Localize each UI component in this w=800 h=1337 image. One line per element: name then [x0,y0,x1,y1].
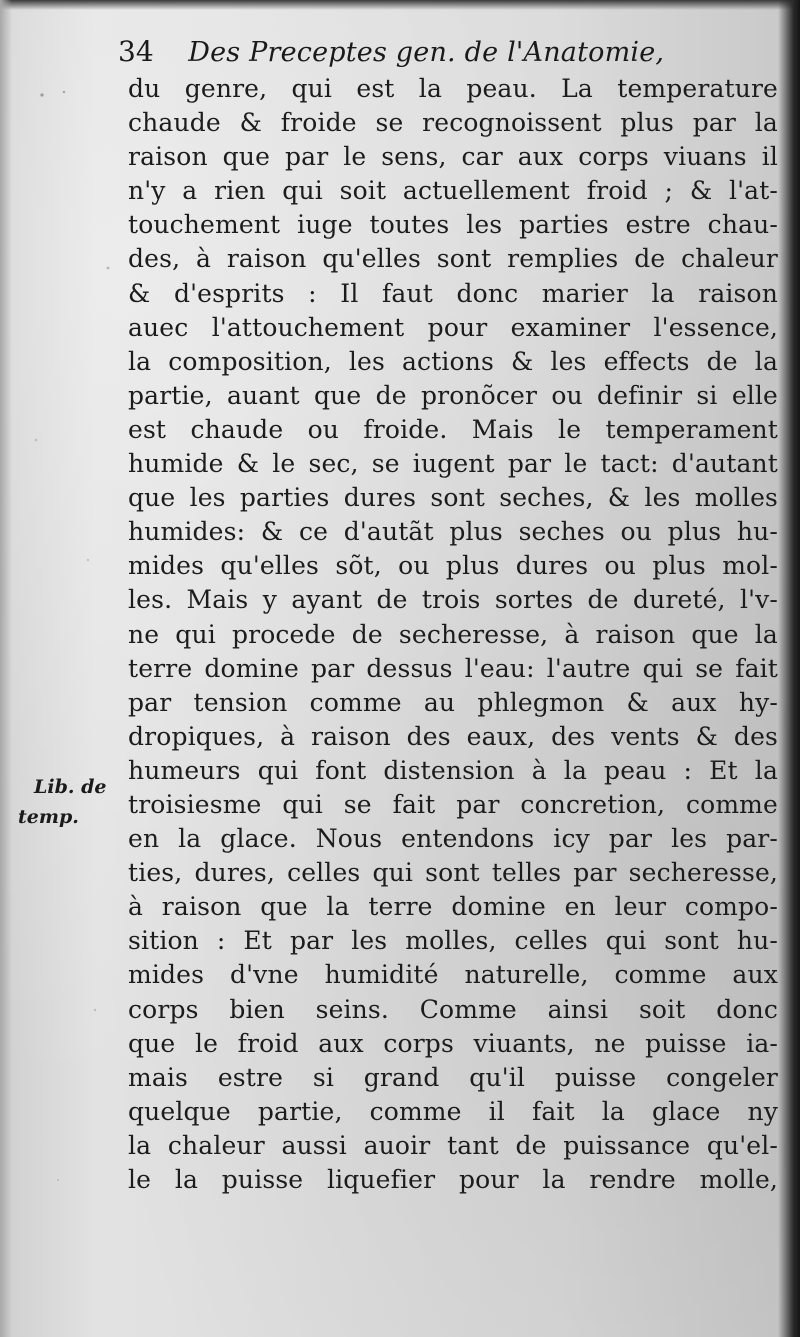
text-line: la composition, les actions & les effects de la [128,346,778,376]
page-number: 34 [118,35,154,68]
text-line: & d'esprits : Il faut donc marier la raison [128,278,778,308]
text-line: humeurs qui font distension à la peau : Et la [128,755,778,785]
text-line: dropiques, à raison des eaux, des vents & des [128,721,778,751]
text-line: que le froid aux corps viuants, ne puisse ia- [128,1028,778,1058]
text-line: touchement iuge toutes les parties estre chau- [128,210,778,240]
text-line: chaude & froide se recognoissent plus par la [128,108,778,138]
margin-note-line: temp. [18,806,79,828]
text-line: par tension comme au phlegmon & aux hy- [128,687,778,717]
text-line: la chaleur aussi auoir tant de puissance qu'el- [128,1130,778,1160]
page-header [118,30,768,74]
body-text [128,72,778,1197]
text-line: quelque partie, comme il fait la glace ny [128,1096,778,1126]
text-line: le la puisse liquefier pour la rendre molle, [128,1165,778,1194]
text-line: du genre, qui est la peau. La temperature [128,74,778,103]
text-line: est chaude ou froide. Mais le temperament [128,414,778,444]
text-line: sition : Et par les molles, celles qui sont hu- [128,926,778,956]
text-line: raison que par le sens, car aux corps viuans il [128,142,778,172]
margin-note-line: Lib. de [34,776,107,798]
margin-note [18,772,118,832]
running-head: Des Preceptes gen. de l'Anatomie, [188,37,665,68]
page-top-shadow [0,0,800,10]
text-line: n'y a rien qui soit actuellement froid ; & l'at- [128,176,778,206]
text-line: humides: & ce d'autãt plus seches ou plus hu- [128,517,778,547]
text-line: à raison que la terre domine en leur compo- [128,892,778,922]
text-line: corps bien seins. Comme ainsi soit donc [128,994,778,1024]
text-line: troisiesme qui se fait par concretion, comme [128,789,778,819]
text-line: que les parties dures sont seches, & les molles [128,483,778,513]
text-line: mides qu'elles sõt, ou plus dures ou plus mol- [128,551,778,581]
text-line: ne qui procede de secheresse, à raison que la [128,619,778,649]
page-binding-shadow [778,0,800,1337]
text-line: humide & le sec, se iugent par le tact: d'autant [128,449,778,479]
text-line: des, à raison qu'elles sont remplies de chaleur [128,244,778,274]
text-line: en la glace. Nous entendons icy par les par- [128,824,778,854]
text-line: mides d'vne humidité naturelle, comme aux [128,960,778,990]
text-line: auec l'attouchement pour examiner l'essence, [128,312,778,342]
text-line: terre domine par dessus l'eau: l'autre qui se fait [128,653,778,683]
text-line: mais estre si grand qu'il puisse congeler [128,1062,778,1092]
text-line: partie, auant que de pronõcer ou definir si elle [128,380,778,410]
page-left-edge [0,0,12,1337]
text-line: ties, dures, celles qui sont telles par secheresse, [128,858,778,888]
text-line: les. Mais y ayant de trois sortes de dureté, l'v- [128,585,778,615]
